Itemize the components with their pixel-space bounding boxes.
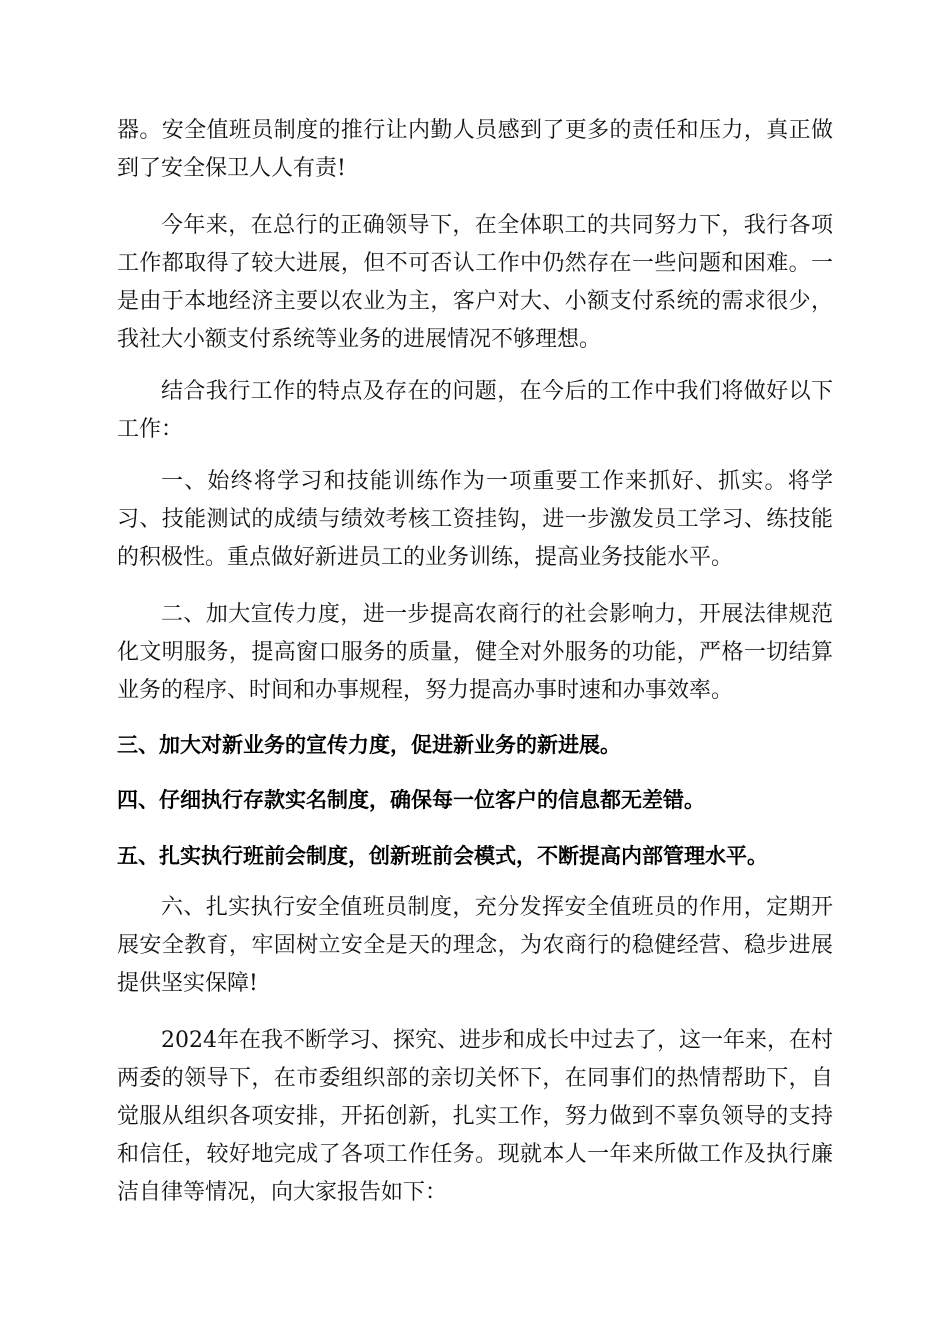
paragraph-item-6: 六、扎实执行安全值班员制度，充分发挥安全值班员的作用，定期开展安全教育，牢固树立安全是天的理念，为农商行的稳健经营、稳步进展提供坚实保障! <box>117 895 833 996</box>
paragraph-year-review: 今年来，在总行的正确领导下，在全体职工的共同努力下，我行各项工作都取得了较大进展，但不可否认工作中仍然存在一些问题和困难。一是由于本地经济主要以农业为主，客户对大、小额支付系统的需求很少，我社大小额支付系统等业务的进展情况不够理想。 <box>117 213 833 352</box>
paragraph-safety-duty-continued: 器。安全值班员制度的推行让内勤人员感到了更多的责任和压力，真正做到了安全保卫人人有责! <box>117 118 833 181</box>
paragraph-personal-report: 2024年在我不断学习、探究、进步和成长中过去了，这一年来，在村两委的领导下，在市委组织部的亲切关怀下，在同事们的热情帮助下，自觉服从组织各项安排，开拓创新，扎实工作，努力做到不辜负领导的支持和信任，较好地完成了各项工作任务。现就本人一年来所做工作及执行廉洁自律等情况，向大家报告如下： <box>117 1028 833 1205</box>
heading-item-4: 四、仔细执行存款实名制度，确保每一位客户的信息都无差错。 <box>117 788 705 812</box>
paragraph-item-1: 一、始终将学习和技能训练作为一项重要工作来抓好、抓实。将学习、技能测试的成绩与绩效考核工资挂钩，进一步激发员工学习、练技能的积极性。重点做好新进员工的业务训练，提高业务技能水平。 <box>117 469 833 570</box>
paragraph-future-work-intro: 结合我行工作的特点及存在的问题，在今后的工作中我们将做好以下工作： <box>117 379 833 442</box>
paragraph-item-2: 二、加大宣传力度，进一步提高农商行的社会影响力，开展法律规范化文明服务，提高窗口服务的质量，健全对外服务的功能，严格一切结算业务的程序、时间和办事规程，努力提高办事时速和办事效率。 <box>117 602 833 703</box>
heading-item-3: 三、加大对新业务的宣传力度，促进新业务的新进展。 <box>117 733 621 757</box>
heading-item-5: 五、扎实执行班前会制度，创新班前会模式，不断提高内部管理水平。 <box>117 844 768 868</box>
